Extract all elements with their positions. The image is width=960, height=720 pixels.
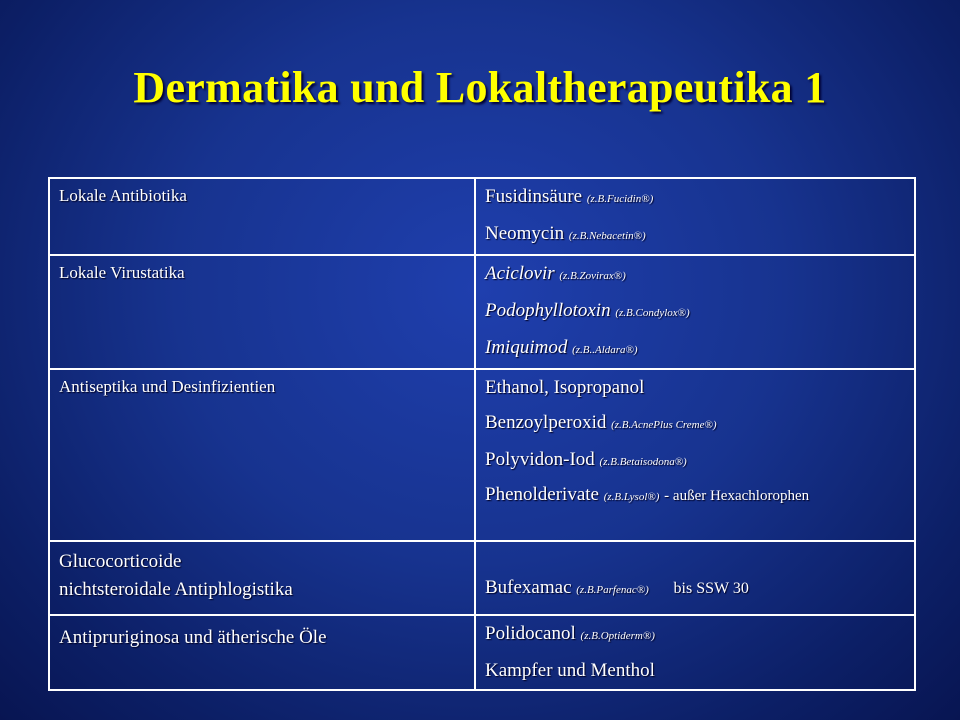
drug-entry [485, 222, 905, 248]
drug-note: bis SSW 30 [673, 580, 749, 597]
drug-name: Aciclovir [485, 263, 555, 284]
drugs-cell [475, 615, 915, 690]
drugs-cell [475, 541, 915, 615]
table-row [49, 255, 915, 369]
drug-example: (z.B.Nebacetin®) [568, 230, 646, 242]
drug-name: Polidocanol [485, 623, 576, 644]
drug-example: (z.B.Fucidin®) [586, 193, 654, 205]
drug-example: (z.B.Zovirax®) [559, 270, 626, 282]
drug-entry [485, 376, 905, 400]
category-label: Antipruriginosa und ätherische Öle [59, 627, 327, 648]
drug-name: Bufexamac [485, 577, 572, 598]
category-cell [49, 541, 475, 615]
drug-name: Polyvidon-Iod [485, 449, 595, 470]
table-row [49, 615, 915, 690]
drug-entry [485, 576, 905, 602]
drug-name: Imiquimod [485, 337, 568, 358]
drug-example: (z.B.Lysol®) [603, 491, 660, 503]
drug-example: (z.B..Aldara®) [572, 344, 638, 356]
category-label: Glucocorticoide [59, 551, 182, 572]
category-cell [49, 615, 475, 690]
drug-entry [485, 299, 905, 325]
drug-name: Benzoylperoxid [485, 412, 607, 433]
drug-example: (z.B.Condylox®) [615, 307, 690, 319]
drug-name: Fusidinsäure [485, 186, 583, 207]
category-cell [49, 255, 475, 369]
drug-name: Podophyllotoxin [485, 300, 611, 321]
drug-example: (z.B.Parfenac®) [576, 584, 649, 596]
drug-name: Neomycin [485, 223, 565, 244]
drug-example: (z.B.Optiderm®) [580, 630, 655, 642]
category-cell [49, 178, 475, 255]
drug-entry [485, 411, 905, 437]
drug-entry [485, 659, 905, 683]
table-row [49, 178, 915, 255]
category-label: Lokale Virustatika [59, 263, 185, 282]
drug-name: Phenolderivate [485, 484, 599, 505]
category-label: Antiseptika und Desinfizientien [59, 377, 276, 396]
drugs-cell [475, 255, 915, 369]
category-cell [49, 369, 475, 541]
drug-entry [485, 336, 905, 362]
drugs-cell [475, 369, 915, 541]
drug-example: (z.B.AcnePlus Creme®) [611, 419, 717, 431]
drug-entry [485, 622, 905, 648]
category-label: nichtsteroidale Antiphlogistika [59, 579, 293, 600]
table-row [49, 541, 915, 615]
drugs-cell [475, 178, 915, 255]
drug-entry [485, 485, 905, 507]
drug-entry [485, 185, 905, 211]
slide-title: Dermatika und Lokaltherapeutika 1 [133, 63, 827, 112]
category-label: Lokale Antibiotika [59, 186, 187, 205]
drug-name: Kampfer und Menthol [485, 660, 655, 681]
drug-entry [485, 262, 905, 288]
drug-example: (z.B.Betaisodona®) [599, 456, 687, 468]
drug-entry [485, 448, 905, 474]
drug-note: - außer Hexachlorophen [664, 488, 810, 504]
drug-name: Ethanol, Isopropanol [485, 377, 645, 398]
drug-table [48, 177, 916, 691]
table-row [49, 369, 915, 541]
